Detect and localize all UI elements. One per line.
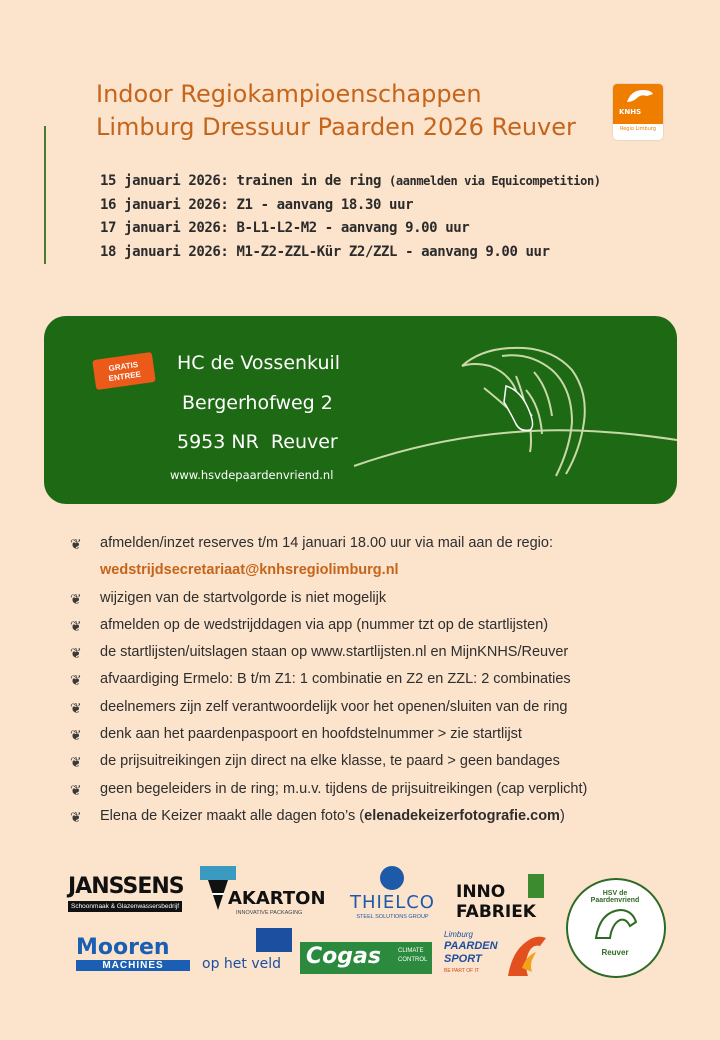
free-entry-badge: GRATIS ENTREE — [92, 352, 156, 390]
venue-panel — [44, 316, 677, 504]
ornament-bullet-icon: ❦ — [70, 754, 82, 771]
ornament-bullet-icon: ❦ — [70, 536, 82, 552]
ornament-bullet-icon: ❦ — [70, 672, 82, 689]
flame-horse-icon — [502, 928, 552, 978]
knhs-logo-sub: Regio Limburg — [619, 126, 657, 132]
ornament-bullet-icon: ❦ — [70, 617, 82, 634]
factory-icon — [528, 874, 544, 898]
info-list — [70, 535, 700, 835]
venue-name: HC de Vossenkuil — [177, 352, 341, 374]
list-item: ❦ wijzigen van de startvolgorde is niet mogelijk — [70, 589, 387, 607]
list-item: ❦ de prijsuitreikingen zijn direct na elke klasse, te paard > geen bandages — [70, 753, 560, 771]
ornament-bullet-icon: ❦ — [70, 727, 82, 744]
list-item: ❦ denk aan het paardenpaspoort en hoofdstelnummer > zie startlijst — [70, 726, 522, 744]
ophetveld-mark-icon — [256, 928, 292, 952]
page-title — [96, 78, 576, 144]
list-item: ❦ afmelden/inzet reserves t/m 14 januari 18.00 uur via mail aan de regio: — [70, 535, 553, 552]
mooren-machines-logo: Mooren MACHINES — [76, 936, 190, 976]
ornament-bullet-icon: ❦ — [70, 808, 82, 825]
schedule-item: 15 januari 2026: trainen in de ring (aanmelden via Equicompetition) — [100, 173, 601, 189]
hsv-paardenvriend-logo: HSV de Paardenvriend Reuver — [566, 878, 666, 978]
ornament-bullet-icon: ❦ — [70, 781, 82, 798]
website-link[interactable]: www.hsvdepaardenvriend.nl — [170, 468, 334, 482]
innofabriek-logo: INNO FABRIEK — [456, 874, 556, 924]
list-item: ❦ afvaardiging Ermelo: B t/m Z1: 1 combinatie en Z2 en ZZL: 2 combinaties — [70, 671, 571, 689]
horse-head-icon — [586, 902, 646, 942]
list-item: ❦ de startlijsten/uitslagen staan op www.startlijsten.nl en MijnKNHS/Reuver — [70, 644, 569, 662]
venue-postal-city: 5953 NR Reuver — [177, 431, 338, 453]
schedule-item: 17 januari 2026: B-L1-L2-M2 - aanvang 9.00 uur — [100, 220, 470, 236]
thielco-logo: THIELCO STEEL SOLUTIONS GROUP — [340, 864, 445, 924]
cogas-logo: Cogas CLIMATE CONTROL — [300, 942, 432, 974]
thielco-emblem-icon — [380, 866, 404, 890]
schedule-item: 16 januari 2026: Z1 - aanvang 18.30 uur — [100, 196, 414, 213]
list-item: ❦ geen begeleiders in de ring; m.u.v. tijdens de prijsuitreikingen (cap verplicht) — [70, 780, 588, 798]
horse-illustration-icon — [344, 326, 677, 496]
photographer-link[interactable]: elenadekeizerfotografie.com — [364, 807, 560, 824]
knhs-logo-text: KNHS — [619, 108, 642, 116]
schedule-item: 18 januari 2026: M1-Z2-ZZL-Kür Z2/ZZL - aanvang 9.00 uur — [100, 243, 550, 260]
venue-street: Bergerhofweg 2 — [182, 392, 333, 414]
list-item: ❦ Elena de Keizer maakt alle dagen foto’s (elenadekeizerfotografie.com) — [70, 807, 565, 825]
limburg-paardensport-logo: Limburg PAARDEN SPORT BE PART OF IT — [444, 928, 554, 978]
email-link[interactable]: wedstrijdsecretariaat@knhsregiolimburg.nl — [100, 562, 399, 579]
schedule-dates — [100, 170, 601, 264]
title-line-2: Limburg Dressuur Paarden 2026 Reuver — [96, 113, 576, 141]
ornament-bullet-icon: ❦ — [70, 699, 82, 716]
list-item: ❦ deelnemers zijn zelf verantwoordelijk voor het openen/sluiten van de ring — [70, 698, 568, 716]
knhs-logo — [613, 84, 663, 140]
horse-head-icon — [613, 84, 663, 108]
ornament-bullet-icon: ❦ — [70, 645, 82, 662]
list-item: ❦ afmelden op de wedstrijddagen via app (nummer tzt op de startlijsten) — [70, 616, 549, 634]
sponsor-logos — [0, 860, 720, 1040]
akarton-logo: AKARTON INNOVATIVE PACKAGING — [198, 864, 330, 924]
ornament-bullet-icon: ❦ — [70, 590, 82, 607]
ophetveld-logo: op het veld — [202, 928, 294, 974]
decorative-vertical-line — [44, 126, 46, 264]
list-item — [70, 562, 700, 589]
janssens-logo: JANSSENS Schoonmaak & Glazenwassersbedrijf — [68, 874, 184, 910]
title-line-1: Indoor Regiokampioenschappen — [96, 80, 482, 108]
